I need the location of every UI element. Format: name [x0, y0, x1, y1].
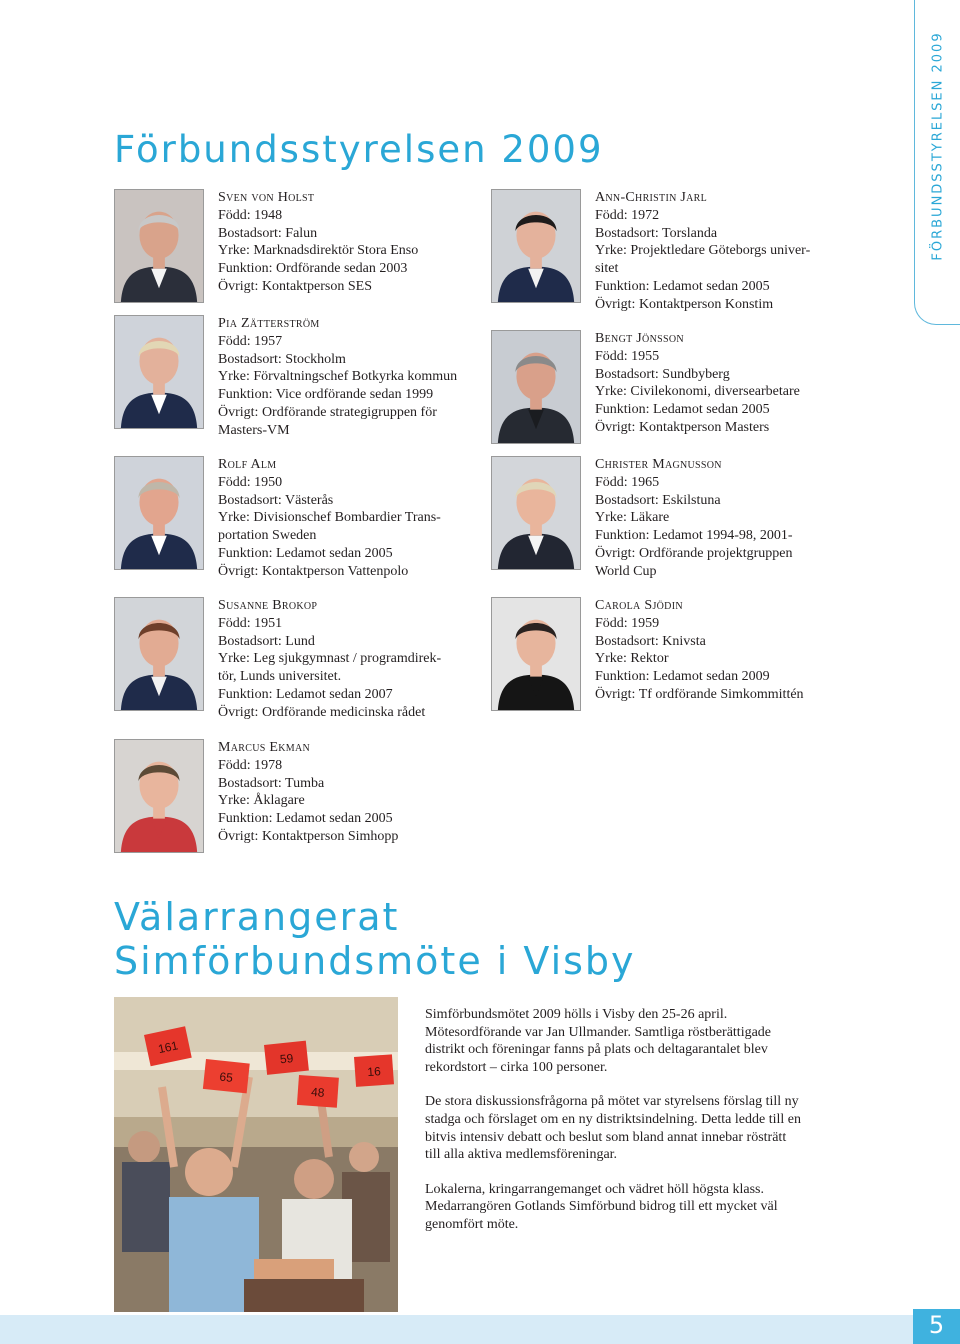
member-detail: Yrke: Divisionschef Bombardier Trans-	[218, 510, 441, 526]
portrait-photo	[114, 315, 204, 429]
page-number: 5	[928, 1311, 945, 1339]
member-name: Carola Sjödin	[595, 598, 683, 613]
article-title-line: Simförbundsmöte i Visby	[114, 939, 636, 983]
member-detail: Bostadsort: Torslanda	[595, 225, 718, 241]
member-info	[218, 189, 486, 296]
member-info	[595, 330, 863, 437]
portrait-photo	[114, 739, 204, 853]
member-detail: Född: 1951	[218, 615, 283, 631]
member-detail: Övrigt: Kontaktperson SES	[218, 278, 372, 294]
member-detail: Övrigt: Kontaktperson Simhopp	[218, 828, 399, 844]
member-detail: Övrigt: Ordförande strategigruppen för	[218, 404, 437, 420]
member-detail: Född: 1955	[595, 348, 660, 364]
member-detail: Funktion: Ledamot sedan 2005	[218, 545, 393, 561]
member-name: Marcus Ekman	[218, 740, 311, 755]
member-detail: sitet	[595, 261, 619, 277]
member-info	[218, 315, 486, 440]
member-detail: portation Sweden	[218, 528, 317, 544]
member-info	[595, 597, 863, 704]
member-info	[218, 456, 486, 581]
footer-bar	[0, 1315, 960, 1344]
member-detail: Född: 1972	[595, 207, 660, 223]
portrait-photo	[491, 330, 581, 444]
member-info	[218, 739, 486, 846]
member-name: Bengt Jönsson	[595, 331, 684, 346]
member-detail: Övrigt: Kontaktperson Konstim	[595, 296, 774, 312]
page-number-box	[913, 1309, 960, 1344]
page-title: Förbundsstyrelsen 2009	[114, 128, 604, 171]
member-detail: Bostadsort: Västerås	[218, 492, 334, 508]
member-detail: Övrigt: Tf ordförande Simkommittén	[595, 686, 804, 702]
member-detail: Masters-VM	[218, 422, 290, 438]
member-name: Ann-Christin Jarl	[595, 190, 708, 205]
member-detail: Funktion: Ledamot sedan 2007	[218, 686, 393, 702]
member-detail: Funktion: Ledamot sedan 2005	[218, 811, 393, 827]
article-paragraph: Lokalerna, kringarrangemanget och vädret höll högsta klass. Medarrangören Gotlands Simförbund bidrog till ett mycket väl genomfört möte.	[425, 1181, 778, 1232]
member-detail: Övrigt: Ordförande projektgruppen	[595, 545, 793, 561]
member-detail: Funktion: Vice ordförande sedan 1999	[218, 387, 434, 403]
vote-card-number: 16	[366, 1064, 382, 1080]
member-detail: Yrke: Förvaltningschef Botkyrka kommun	[218, 369, 458, 385]
portrait-photo	[491, 456, 581, 570]
member-detail: Bostadsort: Stockholm	[218, 351, 346, 367]
member-detail: Yrke: Marknadsdirektör Stora Enso	[218, 243, 419, 259]
meeting-photo	[114, 997, 398, 1312]
section-tab-label: FÖRBUNDSSTYRELSEN 2009	[930, 31, 945, 261]
vote-card-number: 65	[218, 1069, 234, 1085]
member-info	[595, 456, 863, 581]
member-detail: Yrke: Projektledare Göteborgs univer-	[595, 243, 811, 259]
member-detail: Yrke: Civilekonomi, diversearbetare	[595, 384, 800, 400]
member-detail: Funktion: Ledamot sedan 2005	[595, 278, 770, 294]
article-title	[114, 895, 636, 983]
member-detail: World Cup	[595, 563, 657, 579]
member-detail: Bostadsort: Tumba	[218, 775, 325, 791]
portrait-photo	[114, 597, 204, 711]
member-detail: Övrigt: Kontaktperson Vattenpolo	[218, 563, 409, 579]
article-body	[425, 1006, 805, 1251]
member-detail: Bostadsort: Lund	[218, 633, 315, 649]
portrait-photo	[491, 189, 581, 303]
member-detail: Född: 1965	[595, 474, 660, 490]
member-name: Susanne Brokop	[218, 598, 318, 613]
member-detail: Yrke: Åklagare	[218, 793, 305, 809]
member-detail: Född: 1957	[218, 333, 283, 349]
article-paragraph: Simförbundsmötet 2009 hölls i Visby den 25-26 april. Mötesordförande var Jan Ullmander. Samtliga röstberättigade distrikt och föreningar fanns på plats och deltagarantalet blev rekordstort – cirka 100 personer.	[425, 1007, 772, 1075]
article-title-line: Välarrangerat	[114, 895, 400, 939]
member-detail: Född: 1950	[218, 474, 283, 490]
member-detail: Övrigt: Ordförande medicinska rådet	[218, 704, 426, 720]
member-detail: Bostadsort: Sundbyberg	[595, 366, 730, 382]
member-detail: Född: 1948	[218, 207, 283, 223]
portrait-photo	[114, 189, 204, 303]
member-detail: Funktion: Ordförande sedan 2003	[218, 261, 408, 277]
member-detail: Bostadsort: Knivsta	[595, 633, 706, 649]
member-detail: Övrigt: Kontaktperson Masters	[595, 419, 770, 435]
portrait-photo	[114, 456, 204, 570]
member-detail: Yrke: Läkare	[595, 510, 670, 526]
member-detail: Funktion: Ledamot sedan 2009	[595, 669, 770, 685]
member-name: Sven von Holst	[218, 190, 315, 205]
member-detail: Yrke: Leg sjukgymnast / programdirek-	[218, 651, 442, 667]
member-detail: Funktion: Ledamot 1994-98, 2001-	[595, 528, 793, 544]
section-tab	[914, 0, 960, 325]
article-paragraph: De stora diskussionsfrågorna på mötet var styrelsens förslag till ny stadga och förslaget om en ny distriktsindelning. Detta ledde till en bitvis intensiv debatt och beslut som bland annat innebar rösträtt till alla aktiva medlemsföreningar.	[425, 1094, 801, 1163]
vote-card-number: 161	[156, 1038, 180, 1057]
vote-card-number: 59	[279, 1051, 294, 1067]
member-detail: Född: 1959	[595, 615, 660, 631]
member-detail: Yrke: Rektor	[595, 651, 669, 667]
member-detail: Funktion: Ledamot sedan 2005	[595, 402, 770, 418]
member-detail: Född: 1978	[218, 757, 283, 773]
member-detail: Bostadsort: Eskilstuna	[595, 492, 721, 508]
member-detail: tör, Lunds universitet.	[218, 669, 342, 685]
portrait-photo	[491, 597, 581, 711]
member-detail: Bostadsort: Falun	[218, 225, 318, 241]
vote-card-number: 48	[310, 1084, 325, 1100]
member-name: Christer Magnusson	[595, 457, 722, 472]
member-name: Pia Zätterström	[218, 316, 320, 331]
member-info	[595, 189, 863, 314]
member-name: Rolf Alm	[218, 457, 277, 472]
member-info	[218, 597, 486, 722]
